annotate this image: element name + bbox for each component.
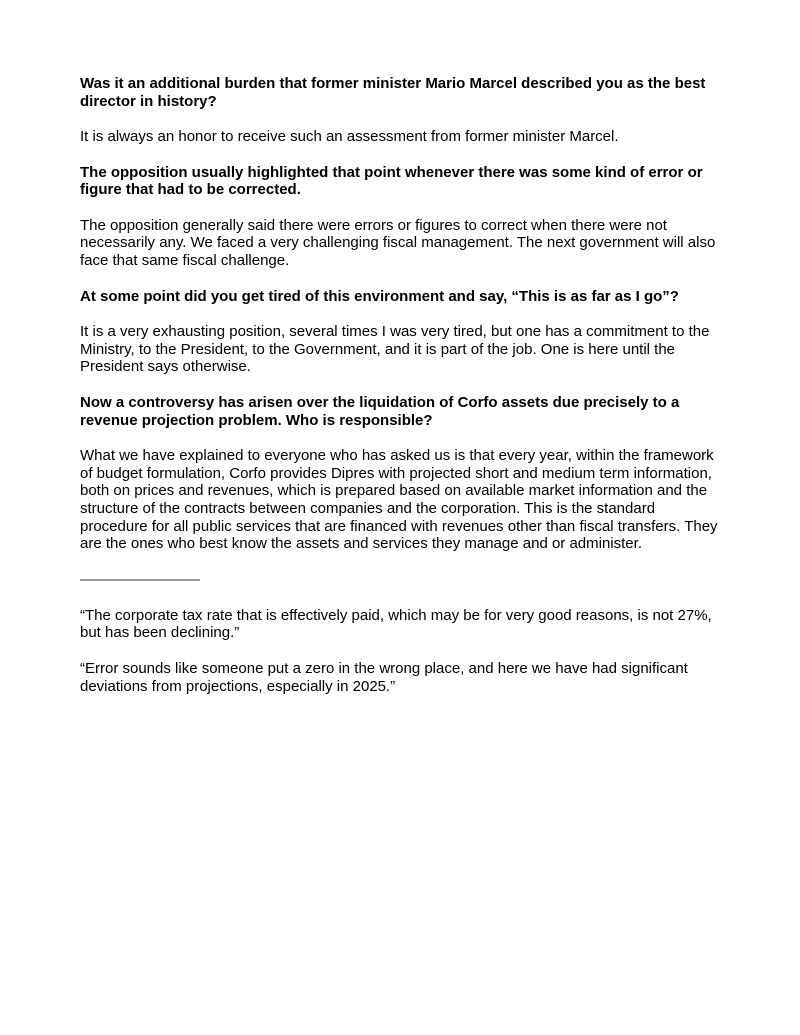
answer-3: It is a very exhausting position, several times I was very tired, but one has a commitment to the Ministry, to the President, to the Government, and it is part of the job. One is here until the President says otherwise. (80, 322, 710, 376)
document-page (80, 75, 725, 696)
answer-2: The opposition generally said there were errors or figures to correct when there were not necessarily any. We faced a very challenging fiscal management. The next government will also face that same fiscal challenge. (80, 216, 716, 269)
question-1: Was it an additional burden that former minister Mario Marcel described you as the best director in history? (80, 75, 706, 110)
pull-quote-2: “Error sounds like someone put a zero in the wrong place, and here we have had significant deviations from projections, especially in 2025.” (80, 660, 688, 695)
question-3: At some point did you get tired of this environment and say, “This is as far as I go”? (80, 287, 679, 305)
pull-quote-1: “The corporate tax rate that is effectively paid, which may be for very good reasons, is not 27%, but has been declining.” (80, 606, 712, 642)
question-4: Now a controversy has arisen over the liquidation of Corfo assets due precisely to a revenue projection problem. Who is responsible? (80, 393, 680, 429)
answer-1: It is always an honor to receive such an assessment from former minister Marcel. (80, 127, 619, 145)
question-2: The opposition usually highlighted that point whenever there was some kind of error or figure that had to be corrected. (80, 163, 703, 199)
answer-4: What we have explained to everyone who has asked us is that every year, within the framework of budget formulation, Corfo provides Dipres with projected short and medium term information, both on prices and revenues, which is prepared based on available market information and the structure of the contracts between companies and the corporation. This is the standard procedure for all public services that are financed with revenues other than fiscal transfers. They are the ones who best know the assets and services they manage and or administer. (80, 446, 718, 553)
section-divider: ———————— (80, 571, 200, 589)
